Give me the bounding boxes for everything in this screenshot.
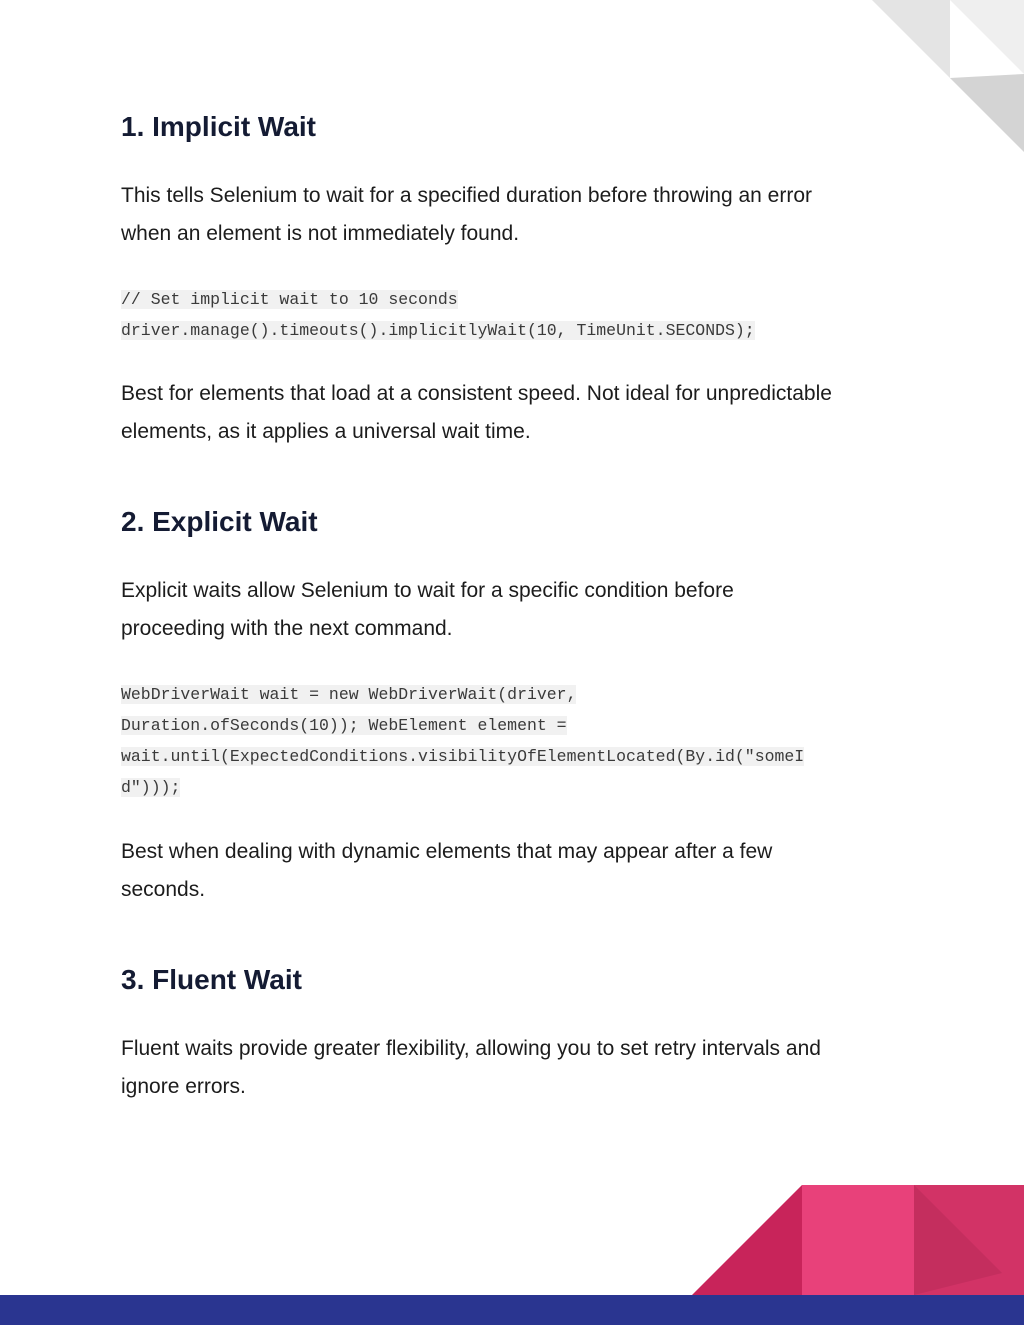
section-heading-explicit-wait: 2. Explicit Wait <box>121 506 318 537</box>
code-block-explicit-wait <box>121 679 911 803</box>
code-line: d"))); <box>121 778 181 797</box>
code-line: WebDriverWait wait = new WebDriverWait(driver, <box>121 685 577 704</box>
footer-bar <box>0 1295 1024 1325</box>
section-heading-fluent-wait: 3. Fluent Wait <box>121 964 302 995</box>
corner-decoration-top <box>820 0 1024 160</box>
corner-decoration-bottom <box>680 1180 1024 1300</box>
section-note-implicit-wait: Best for elements that load at a consistent speed. Not ideal for unpredictable elements, as it applies a universal wait time. <box>121 382 832 443</box>
section-intro-implicit-wait: This tells Selenium to wait for a specified duration before throwing an error when an element is not immediately found. <box>121 184 813 245</box>
section-heading-implicit-wait: 1. Implicit Wait <box>121 111 316 142</box>
section-intro-explicit-wait: Explicit waits allow Selenium to wait for a specific condition before proceeding with the next command. <box>121 579 734 640</box>
code-line: driver.manage().timeouts().implicitlyWait(10, TimeUnit.SECONDS); <box>121 321 755 340</box>
code-line: Duration.ofSeconds(10)); WebElement element = <box>121 716 567 735</box>
code-line: // Set implicit wait to 10 seconds <box>121 290 458 309</box>
section-intro-fluent-wait: Fluent waits provide greater flexibility, allowing you to set retry intervals and ignore errors. <box>121 1037 821 1098</box>
code-block-implicit-wait <box>121 284 911 346</box>
section-note-explicit-wait: Best when dealing with dynamic elements that may appear after a few seconds. <box>121 840 773 901</box>
code-line: wait.until(ExpectedConditions.visibilityOfElementLocated(By.id("someI <box>121 747 805 766</box>
